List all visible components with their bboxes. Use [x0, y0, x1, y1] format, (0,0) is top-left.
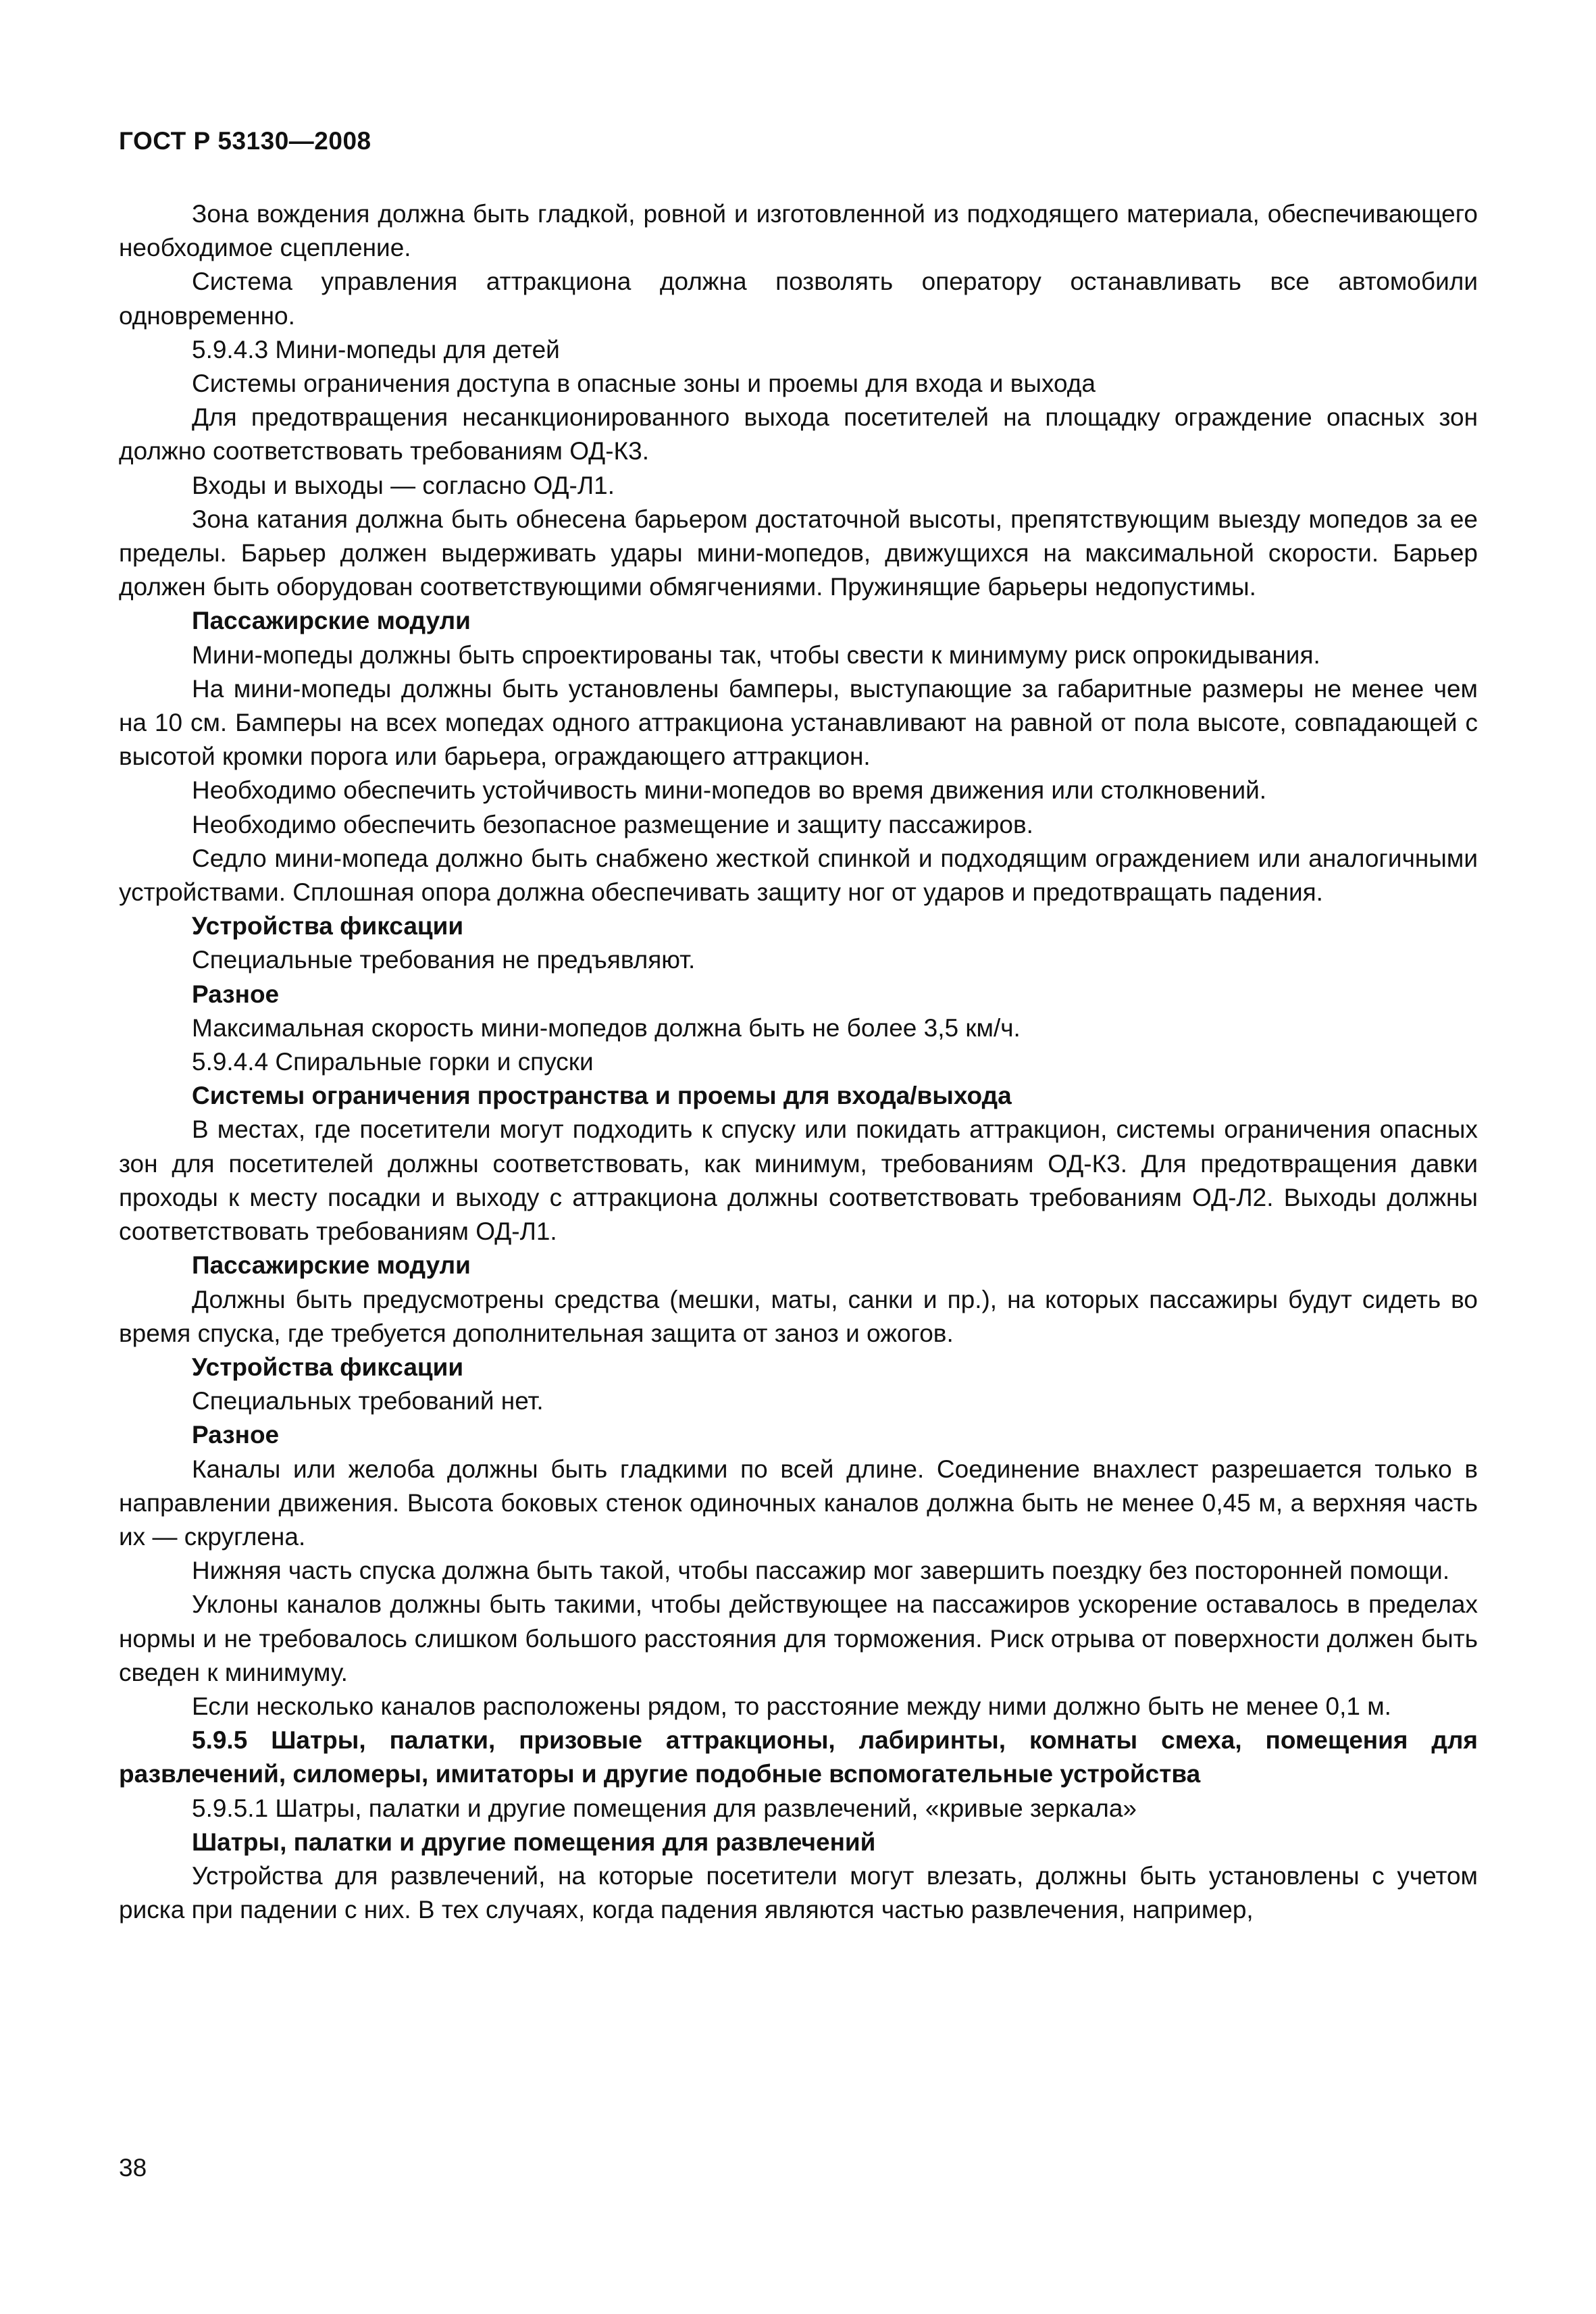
body-paragraph: Необходимо обеспечить устойчивость мини-мопедов во время движения или столкновений.: [192, 776, 1267, 805]
section-heading: Пассажирские модули: [192, 607, 471, 635]
body-paragraph: 5.9.4.3 Мини-мопеды для детей: [192, 335, 560, 363]
body-paragraph: Входы и выходы — согласно ОД-Л1.: [192, 471, 615, 499]
body-paragraph: Системы ограничения доступа в опасные зоны и проемы для входа и выхода: [192, 370, 1096, 398]
body-paragraph: Должны быть предусмотрены средства (мешки, маты, санки и пр.), на которых пассажиры будут сидеть во время спуска, где требуется дополнительная защита от заноз и ожогов.: [119, 1285, 1478, 1347]
section-heading: Шатры, палатки и другие помещения для развлечений: [192, 1828, 876, 1856]
body-paragraph: Каналы или желоба должны быть гладкими по всей длине. Соединение внахлест разрешается только в направлении движения. Высота боковых стенок одиночных каналов должна быть не менее 0,45 м, а верхняя часть их — скруглена.: [119, 1455, 1478, 1551]
body-paragraph: Зона катания должна быть обнесена барьером достаточной высоты, препятствующим выезду мопедов за ее пределы. Барьер должен выдерживать удары мини-мопедов, движущихся на максимальной скорости. Барьер должен быть оборудован соответствующими обмягчениями. Пружинящие барьеры недопустимы.: [119, 505, 1478, 601]
section-heading: Устройства фиксации: [192, 1353, 464, 1381]
body-paragraph: Специальные требования не предъявляют.: [192, 946, 696, 974]
section-heading: Пассажирские модули: [192, 1251, 471, 1280]
body-paragraph: Зона вождения должна быть гладкой, ровной и изготовленной из подходящего материала, обеспечивающего необходимое сцепление.: [119, 200, 1478, 262]
body-paragraph: На мини-мопеды должны быть установлены бамперы, выступающие за габаритные размеры не менее чем на 10 см. Бамперы на всех мопедах одного аттракциона устанавливают на равной от пола высоте, совпадающей с высотой кромки порога или барьера, ограждающего аттракцион.: [119, 674, 1478, 771]
body-paragraph: Необходимо обеспечить безопасное размещение и защиту пассажиров.: [192, 810, 1033, 838]
body-paragraph: В местах, где посетители могут подходить к спуску или покидать аттракцион, системы ограничения опасных зон для посетителей должны соответствовать, как минимум, требованиям ОД-К3. Для предотвращения давки проходы к месту посадки и выходу с аттракциона должны соответствовать требованиям ОД-Л2. Выходы должны соответствовать требованиям ОД-Л1.: [119, 1115, 1478, 1246]
body-paragraph: 5.9.5.1 Шатры, палатки и другие помещения для развлечений, «кривые зеркала»: [192, 1794, 1137, 1822]
body-paragraph: Система управления аттракциона должна позволять оператору останавливать все автомобили одновременно.: [119, 268, 1478, 330]
body-paragraph: Для предотвращения несанкционированного выхода посетителей на площадку ограждение опасных зон должно соответствовать требованиям ОД-К3.: [119, 403, 1478, 466]
body-paragraph: Седло мини-мопеда должно быть снабжено жесткой спинкой и подходящим ограждением или аналогичными устройствами. Сплошная опора должна обеспечивать защиту ног от ударов и предотвращать падения.: [119, 844, 1478, 907]
document-code-header: ГОСТ Р 53130—2008: [119, 127, 371, 155]
page-number: 38: [119, 2154, 147, 2182]
section-heading: Разное: [192, 1421, 280, 1449]
body-paragraph: Максимальная скорость мини-мопедов должна быть не более 3,5 км/ч.: [192, 1013, 1021, 1042]
body-paragraph: Специальных требований нет.: [192, 1387, 544, 1415]
body-paragraph: Устройства для развлечений, на которые посетители могут влезать, должны быть установлены с учетом риска при падении с них. В тех случаях, когда падения являются частью развлечения, например,: [119, 1861, 1478, 1924]
section-heading: Устройства фиксации: [192, 912, 464, 940]
body-paragraph: Если несколько каналов расположены рядом, то расстояние между ними должно быть не менее 0,1 м.: [192, 1692, 1391, 1720]
document-body: [119, 197, 1478, 1927]
body-paragraph: 5.9.4.4 Спиральные горки и спуски: [192, 1048, 594, 1076]
body-paragraph: Мини-мопеды должны быть спроектированы так, чтобы свести к минимуму риск опрокидывания.: [192, 640, 1320, 669]
section-heading: Разное: [192, 980, 280, 1008]
section-heading: Системы ограничения пространства и проемы для входа/выхода: [192, 1082, 1012, 1110]
body-paragraph: Уклоны каналов должны быть такими, чтобы действующее на пассажиров ускорение оставалось в пределах нормы и не требовалось слишком большого расстояния для торможения. Риск отрыва от поверхности должен быть сведен к минимуму.: [119, 1590, 1478, 1686]
body-paragraph: Нижняя часть спуска должна быть такой, чтобы пассажир мог завершить поездку без посторонней помощи.: [192, 1557, 1450, 1585]
section-heading: 5.9.5 Шатры, палатки, призовые аттракционы, лабиринты, комнаты смеха, помещения для развлечений, силомеры, имитаторы и другие подобные вспомогательные устройства: [119, 1726, 1478, 1788]
